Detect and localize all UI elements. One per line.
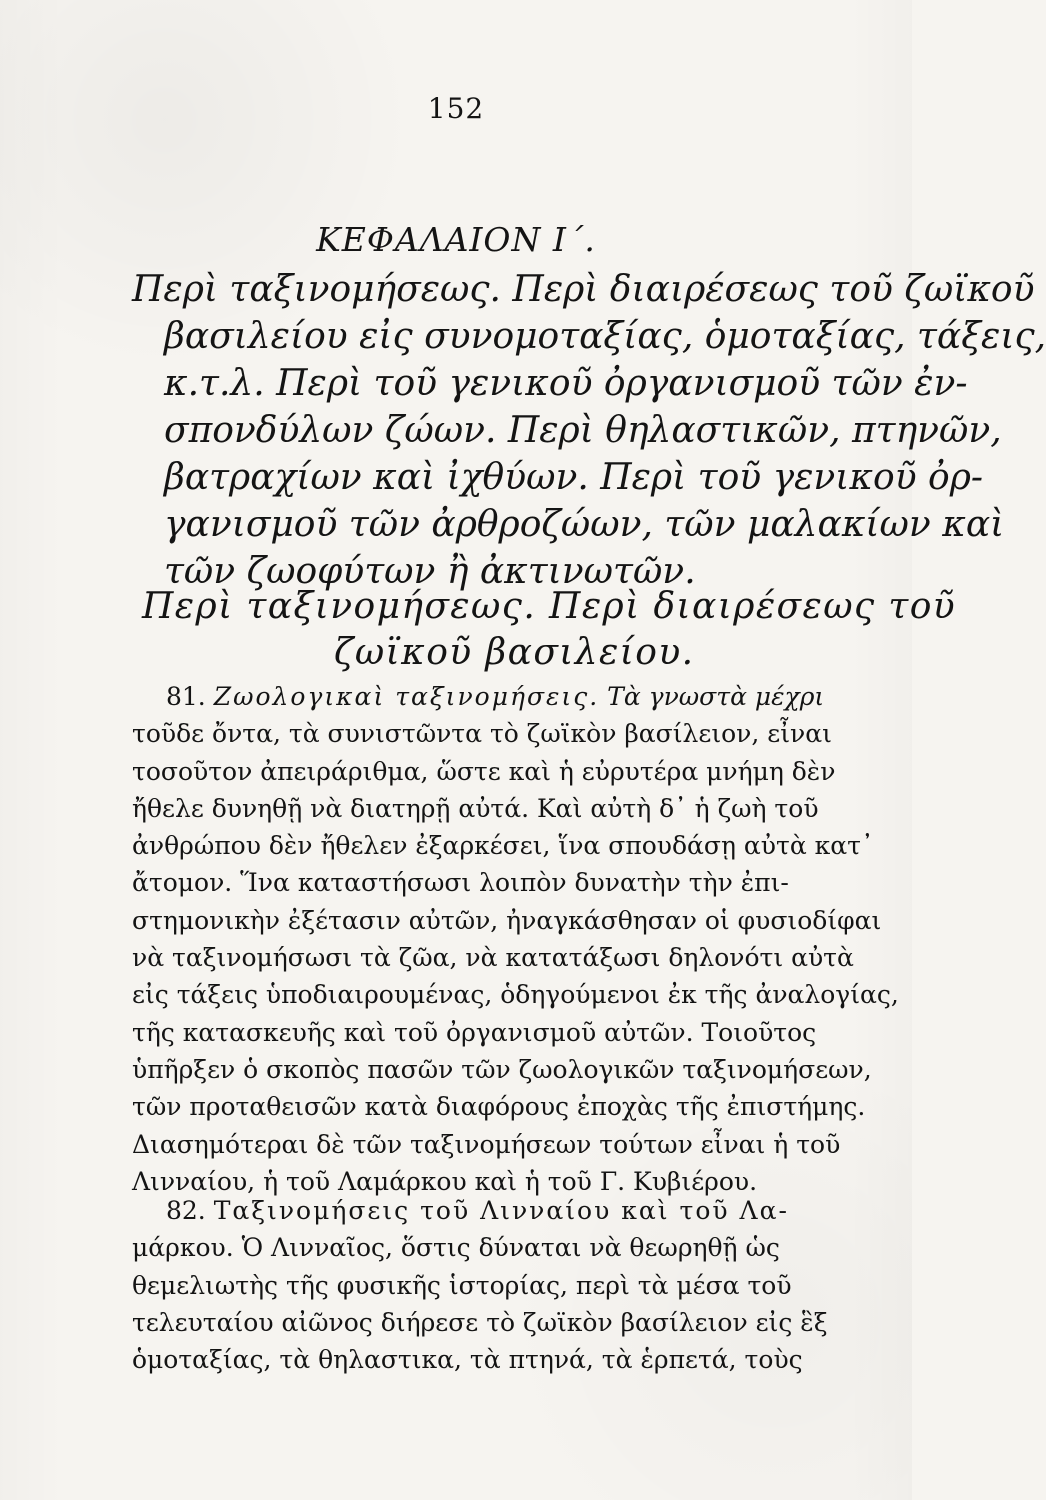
paragraph-line: ἤθελε δυνηθῇ νὰ διατηρῇ αὐτά. Καὶ αὐτὴ δ᾿ ἡ ζωὴ τοῦ xyxy=(132,793,819,823)
paragraph-number: 82. xyxy=(166,1196,206,1225)
paragraph-line: Διασημότεραι δὲ τῶν ταξινομήσεων τούτων εἶναι ἡ τοῦ xyxy=(132,1129,841,1159)
page-number: 152 xyxy=(427,92,485,125)
chapter-title: ΚΕΦΑΛΑΙΟΝ Ι΄. xyxy=(316,220,596,259)
paragraph-line: Λινναίου, ἡ τοῦ Λαμάρκου καὶ ἡ τοῦ Γ. Κυβιέρου. xyxy=(132,1166,758,1196)
summary-line: γανισμοῦ τῶν ἀρθροζώων, τῶν μαλακίων καὶ xyxy=(164,504,1005,545)
section-heading-line-2: ζωϊκοῦ βασιλείου. xyxy=(334,632,695,673)
paragraph-line: ἄτομον. Ἵνα καταστήσωσι λοιπὸν δυνατὴν τὴν ἐπι- xyxy=(132,868,789,898)
paragraph-opening-text: Τὰ γνωστὰ μέχρι xyxy=(607,682,825,711)
paragraph-81 xyxy=(132,678,899,1200)
paragraph-line: στημονικὴν ἐξέτασιν αὐτῶν, ἠναγκάσθησαν οἱ φυσιοδίφαι xyxy=(132,905,882,935)
paragraph-82 xyxy=(132,1192,826,1378)
summary-line: Περὶ ταξινομήσεως. Περὶ διαιρέσεως τοῦ ζωϊκοῦ xyxy=(132,269,1035,310)
summary-line: βατραχίων καὶ ἰχθύων. Περὶ τοῦ γενικοῦ ὀρ- xyxy=(164,457,984,498)
section-heading-line-1: Περὶ ταξινομήσεως. Περὶ διαιρέσεως τοῦ xyxy=(142,586,957,627)
summary-line: κ.τ.λ. Περὶ τοῦ γενικοῦ ὀργανισμοῦ τῶν ἐν- xyxy=(164,363,968,404)
paragraph-heading: Ζωολογικαὶ ταξινομήσεις. xyxy=(213,682,600,711)
paragraph-line: ὁμοταξίας, τὰ θηλαστικα, τὰ πτηνά, τὰ ἑρπετά, τοὺς xyxy=(132,1345,803,1375)
paragraph-first-line xyxy=(132,1192,826,1229)
paragraph-line: θεμελιωτὴς τῆς φυσικῆς ἱστορίας, περὶ τὰ μέσα τοῦ xyxy=(132,1270,792,1300)
section-heading xyxy=(142,584,957,676)
paragraph-line: τοῦδε ὄντα, τὰ συνιστῶντα τὸ ζωϊκὸν βασίλειον, εἶναι xyxy=(132,719,832,749)
chapter-summary xyxy=(132,266,1046,595)
paragraph-line: νὰ ταξινομήσωσι τὰ ζῶα, νὰ κατατάξωσι δηλονότι αὐτὰ xyxy=(132,943,854,973)
paragraph-first-line xyxy=(132,678,826,715)
paragraph-line: μάρκου. Ὁ Λινναῖος, ὅστις δύναται νὰ θεωρηθῇ ὡς xyxy=(132,1233,780,1263)
paragraph-line: ὑπῆρξεν ὁ σκοπὸς πασῶν τῶν ζωολογικῶν ταξινομήσεων, xyxy=(132,1054,872,1084)
paragraph-line: τῆς κατασκευῆς καὶ τοῦ ὀργανισμοῦ αὐτῶν. Τοιοῦτος xyxy=(132,1017,817,1047)
paragraph-heading: Ταξινομήσεις τοῦ Λινναίου καὶ τοῦ Λα- xyxy=(213,1196,789,1225)
paragraph-number: 81. xyxy=(166,682,206,711)
paragraph-line: ἀνθρώπου δὲν ἤθελεν ἐξαρκέσει, ἵνα σπουδάσῃ αὐτὰ κατ᾿ xyxy=(132,831,874,861)
summary-line: βασιλείου εἰς συνομοταξίας, ὁμοταξίας, τάξεις, xyxy=(164,316,1046,357)
paragraph-line: εἰς τάξεις ὑποδιαιρουμένας, ὁδηγούμενοι ἐκ τῆς ἀναλογίας, xyxy=(132,980,899,1010)
paragraph-line: τῶν προταθεισῶν κατὰ διαφόρους ἐποχὰς τῆς ἐπιστήμης. xyxy=(132,1092,866,1122)
paragraph-line: τελευταίου αἰῶνος διήρεσε τὸ ζωϊκὸν βασίλειον εἰς ἓξ xyxy=(132,1307,828,1337)
summary-line: τῶν ζωοφύτων ἢ ἀκτινωτῶν. xyxy=(164,551,696,592)
summary-line: σπονδύλων ζώων. Περὶ θηλαστικῶν, πτηνῶν, xyxy=(164,410,1002,451)
paragraph-line: τοσοῦτον ἀπειράριθμα, ὥστε καὶ ἡ εὐρυτέρα μνήμη δὲν xyxy=(132,756,836,786)
